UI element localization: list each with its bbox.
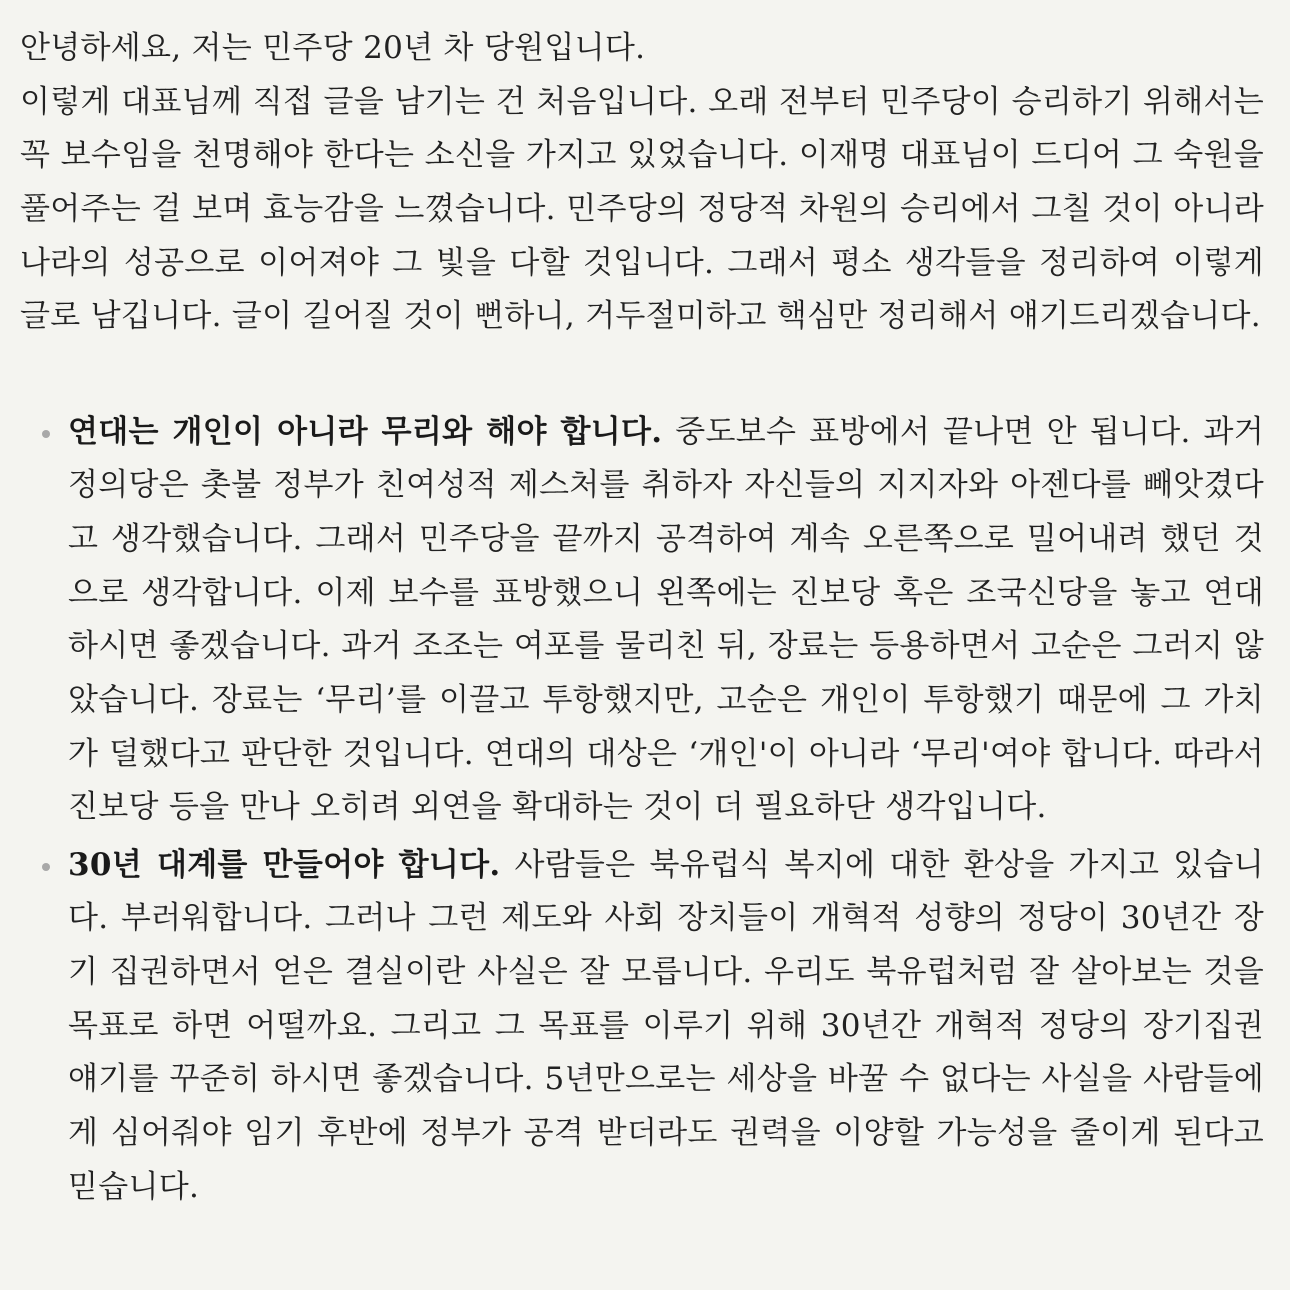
bullet-dot-icon <box>42 863 50 871</box>
point-text: 중도보수 표방에서 끝나면 안 됩니다. 과거 정의당은 촛불 정부가 친여성적 제스처를 취하자 자신들의 지지자와 아젠다를 빼앗겼다고 생각했습니다. 그래서 민주당을 끝까지 공격하여 계속 오른쪽으로 밀어내려 했던 것으로 생각합니다. 이제 보수를 표방했으니 왼쪽에는 진보당 혹은 조국신당을 놓고 연대하시면 좋겠습니다. 과거 조조는 여포를 물리친 뒤, 장료는 등용하면서 고순은 그러지 않았습니다. 장료는 ‘무리’를 이끌고 투항했지만, 고순은 개인이 투항했기 때문에 그 가치가 덜했다고 판단한 것입니다. 연대의 대상은 ‘개인'이 아니라 ‘무리'여야 합니다. 따라서 진보당 등을 만나 오히려 외연을 확대하는 것이 더 필요하단 생각입니다. <box>68 413 1264 826</box>
point-heading: 연대는 개인이 아니라 무리와 해야 합니다. <box>68 413 663 450</box>
point-list <box>20 406 1264 1214</box>
list-item <box>20 839 1264 1214</box>
intro-paragraph: 이렇게 대표님께 직접 글을 남기는 건 처음입니다. 오래 전부터 민주당이 승리하기 위해서는 꼭 보수임을 천명해야 한다는 소신을 가지고 있었습니다. 이재명 대표님이 드디어 그 숙원을 풀어주는 걸 보며 효능감을 느꼈습니다. 민주당의 정당적 차원의 승리에서 그칠 것이 아니라 나라의 성공으로 이어져야 그 빛을 다할 것입니다. 그래서 평소 생각들을 정리하여 이렇게 글로 남깁니다. 글이 길어질 것이 뻔하니, 거두절미하고 핵심만 정리해서 얘기드리겠습니다. <box>20 83 1264 335</box>
point-heading: 30년 대계를 만들어야 합니다. <box>68 846 501 883</box>
point-text: 사람들은 북유럽식 복지에 대한 환상을 가지고 있습니다. 부러워합니다. 그러나 그런 제도와 사회 장치들이 개혁적 성향의 정당이 30년간 장기 집권하면서 얻은 결실이란 사실은 잘 모릅니다. 우리도 북유럽처럼 잘 살아보는 것을 목표로 하면 어떨까요. 그리고 그 목표를 이루기 위해 30년간 개혁적 정당의 장기집권 얘기를 꾸준히 하시면 좋겠습니다. 5년만으로는 세상을 바꿀 수 없다는 사실을 사람들에게 심어줘야 임기 후반에 정부가 공격 받더라도 권력을 이양할 가능성을 줄이게 된다고 믿습니다. <box>68 846 1264 1205</box>
paragraph-spacer <box>20 344 1264 406</box>
greeting-line: 안녕하세요, 저는 민주당 20년 차 당원입니다. <box>20 30 646 66</box>
list-item <box>20 406 1264 835</box>
bullet-dot-icon <box>42 430 50 438</box>
